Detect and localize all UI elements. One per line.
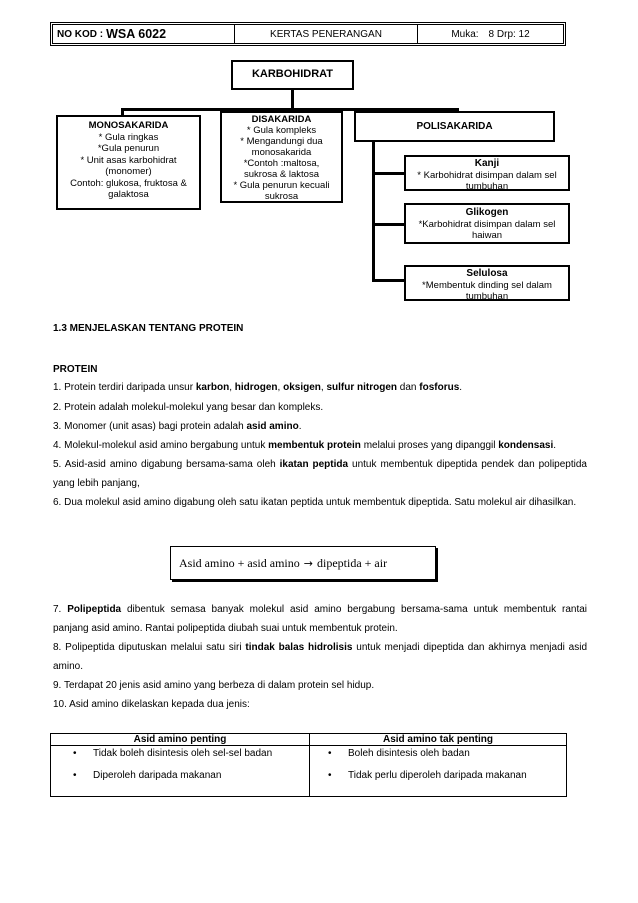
page-cell bbox=[418, 25, 563, 43]
disakarida-line: sukrosa & laktosa bbox=[244, 169, 319, 180]
list-item: • Diperoleh daripada makanan bbox=[73, 770, 222, 781]
code-label: NO KOD : bbox=[57, 28, 104, 40]
selulosa-box bbox=[404, 265, 570, 301]
disakarida-box bbox=[220, 111, 343, 203]
paragraph-10: 10. Asid amino dikelaskan kepada dua jenis: bbox=[53, 699, 250, 710]
list-item: • Tidak perlu diperoleh daripada makanan bbox=[328, 770, 527, 781]
protein-heading: PROTEIN bbox=[53, 364, 98, 375]
disakarida-title: DISAKARIDA bbox=[251, 114, 312, 125]
glikogen-title: Glikogen bbox=[465, 207, 509, 218]
monosakarida-line: * Gula ringkas bbox=[98, 131, 159, 143]
polisakarida-box bbox=[354, 111, 555, 142]
glikogen-box bbox=[404, 203, 570, 244]
doc-type: KERTAS PENERANGAN bbox=[270, 28, 382, 40]
disakarida-line: monosakarida bbox=[251, 147, 312, 158]
polisakarida-title: POLISAKARIDA bbox=[416, 120, 493, 132]
selulosa-line: tumbuhan bbox=[465, 291, 509, 302]
disakarida-line: sukrosa bbox=[264, 191, 299, 202]
monosakarida-line: (monomer) bbox=[105, 166, 152, 177]
table-cell-nonessential bbox=[310, 746, 567, 797]
selulosa-line: *Membentuk dinding sel dalam bbox=[422, 279, 552, 291]
bullet-icon: • bbox=[328, 770, 332, 781]
kanji-title: Kanji bbox=[474, 158, 500, 169]
equation-box bbox=[170, 546, 436, 580]
disakarida-line: *Contoh :maltosa, bbox=[243, 158, 320, 169]
code-cell bbox=[53, 25, 235, 43]
paragraph-4: 4. Molekul-molekul asid amino bergabung untuk membentuk protein melalui proses yang dipanggil kondensasi. bbox=[53, 440, 557, 451]
glikogen-line: *Karbohidrat disimpan dalam sel bbox=[418, 218, 556, 230]
table-header-essential: Asid amino penting bbox=[51, 734, 310, 746]
paragraph-7: 7. Polipeptida dibentuk semasa banyak molekul asid amino bergabung bersama-sama untuk membentuk rantai panjang asid amino. Rantai polipeptida diubah suai untuk membentuk protein. bbox=[53, 604, 588, 634]
bullet-icon: • bbox=[328, 748, 332, 759]
paragraph-6: 6. Dua molekul asid amino digabung oleh satu ikatan peptida untuk membentuk dipeptida. Satu molekul air dihasilkan. bbox=[53, 497, 577, 508]
disakarida-line: * Gula penurun kecuali bbox=[233, 180, 330, 191]
selulosa-title: Selulosa bbox=[466, 268, 508, 279]
paragraph-5: 5. Asid-asid amino digabung bersama-sama oleh ikatan peptida untuk membentuk dipeptida pendek dan polipeptida yang lebih panjang, bbox=[53, 459, 587, 489]
karbohidrat-title: KARBOHIDRAT bbox=[251, 68, 334, 81]
paragraph-9: 9. Terdapat 20 jenis asid amino yang berbeza di dalam protein sel hidup. bbox=[53, 680, 375, 691]
connector-glikogen bbox=[372, 223, 405, 226]
bullet-icon: • bbox=[73, 770, 77, 781]
amino-acid-table bbox=[50, 733, 567, 797]
connector-kanji bbox=[372, 172, 405, 175]
arrow-right-icon: → bbox=[303, 556, 313, 570]
equation-right: dipeptida + air bbox=[316, 555, 388, 570]
disakarida-line: * Mengandungi dua bbox=[240, 136, 323, 147]
doc-type-cell bbox=[235, 25, 418, 43]
connector-poli-trunk bbox=[372, 140, 375, 282]
table-cell-essential bbox=[51, 746, 310, 797]
monosakarida-box bbox=[56, 115, 201, 210]
kanji-line: * Karbohidrat disimpan dalam sel bbox=[417, 169, 557, 181]
disakarida-line: * Gula kompleks bbox=[246, 125, 317, 136]
kanji-line: tumbuhan bbox=[465, 181, 509, 192]
karbohidrat-box bbox=[231, 60, 354, 90]
paragraph-2: 2. Protein adalah molekul-molekul yang besar dan kompleks. bbox=[53, 402, 324, 413]
glikogen-line: haiwan bbox=[471, 230, 503, 241]
paragraph-8: 8. Polipeptida diputuskan melalui satu siri tindak balas hidrolisis untuk menjadi dipeptida dan akhirnya menjadi asid amino. bbox=[53, 642, 588, 672]
list-item: • Tidak boleh disintesis oleh sel-sel badan bbox=[73, 748, 273, 759]
equation-left: Asid amino + asid amino bbox=[179, 555, 300, 570]
section-heading: 1.3 MENJELASKAN TENTANG PROTEIN bbox=[53, 323, 244, 334]
connector-selulosa bbox=[372, 279, 405, 282]
paragraph-3: 3. Monomer (unit asas) bagi protein adalah asid amino. bbox=[53, 421, 302, 432]
page-info: 8 Drp: 12 bbox=[488, 28, 530, 40]
monosakarida-line: galaktosa bbox=[108, 189, 149, 200]
code-value: WSA 6022 bbox=[106, 27, 167, 41]
paragraph-1: 1. Protein terdiri daripada unsur karbon, hidrogen, oksigen, sulfur nitrogen dan fosforus. bbox=[53, 382, 463, 393]
page-label: Muka: bbox=[451, 28, 479, 40]
document-header bbox=[50, 22, 566, 46]
kanji-box bbox=[404, 155, 570, 191]
monosakarida-line: * Unit asas karbohidrat bbox=[80, 154, 177, 166]
bullet-icon: • bbox=[73, 748, 77, 759]
table-header-nonessential: Asid amino tak penting bbox=[310, 734, 567, 746]
monosakarida-line: Contoh: glukosa, fruktosa & bbox=[70, 177, 187, 189]
list-item: • Boleh disintesis oleh badan bbox=[328, 748, 470, 759]
monosakarida-line: *Gula penurun bbox=[97, 143, 160, 154]
monosakarida-title: MONOSAKARIDA bbox=[88, 120, 169, 131]
